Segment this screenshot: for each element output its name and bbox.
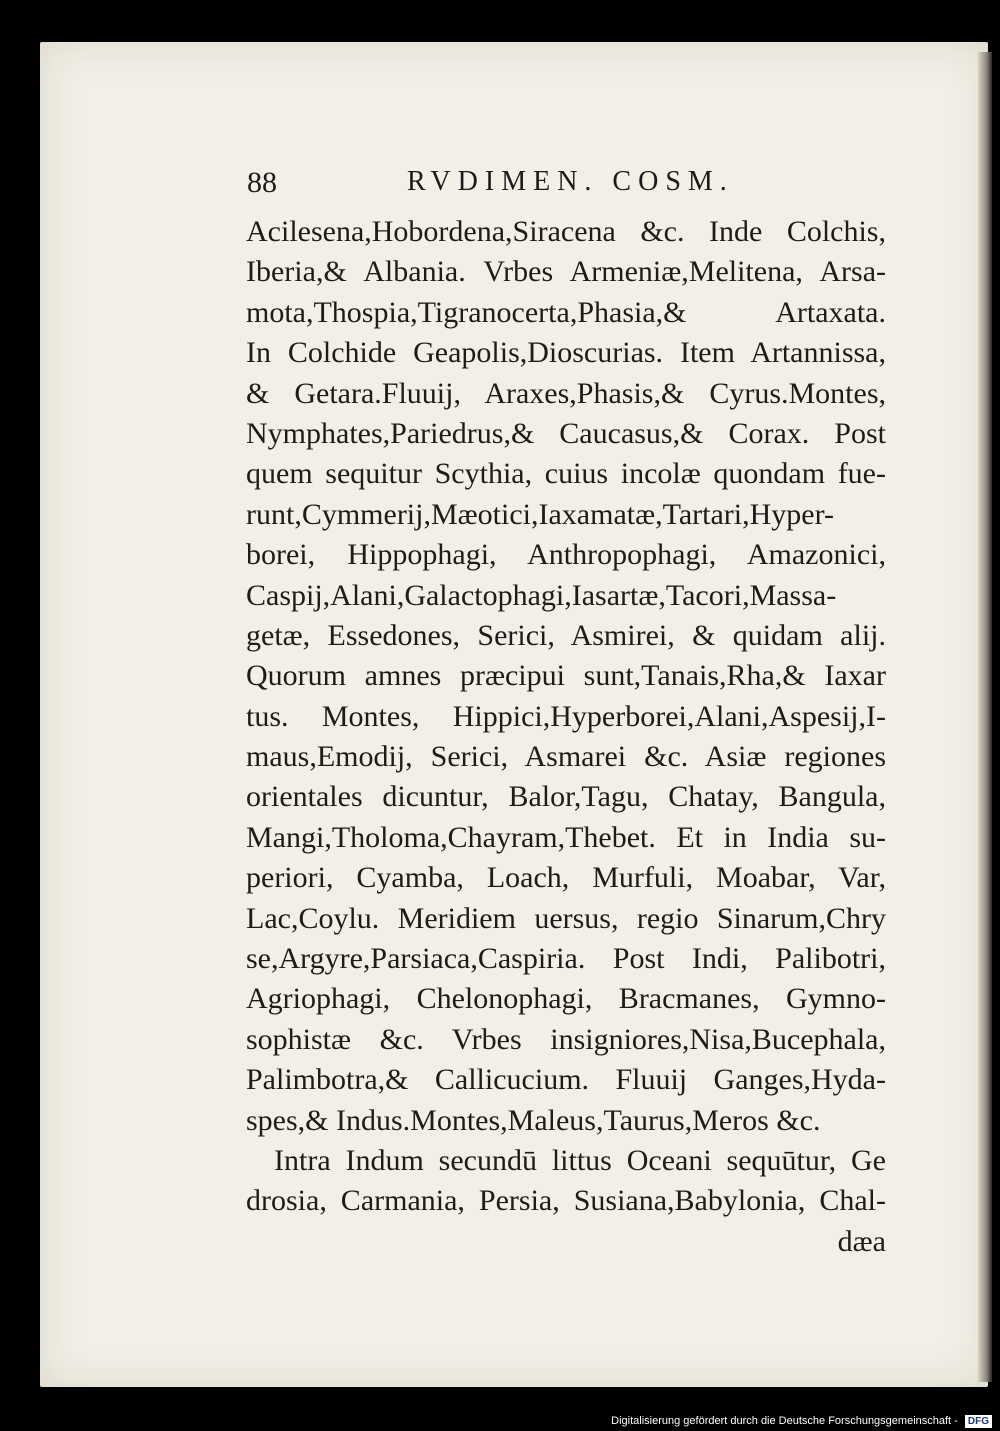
text-line: drosia, Carmania, Persia, Susiana,Babylonia, Chal-	[246, 1184, 886, 1218]
text-line: & Getara.Fluuij, Araxes,Phasis,& Cyrus.Montes,	[246, 376, 886, 410]
text-line: se,Argyre,Parsiaca,Caspiria. Post Indi, Palibotri,	[246, 942, 886, 976]
text-line: orientales dicuntur, Balor,Tagu, Chatay, Bangula,	[246, 780, 886, 814]
text-line: periori, Cyamba, Loach, Murfuli, Moabar, Var,	[246, 861, 886, 895]
text-line: Mangi,Tholoma,Chayram,Thebet. Et in India su-	[246, 820, 886, 854]
text-line: Lac,Coylu. Meridiem uersus, regio Sinarum,Chry	[246, 901, 886, 935]
text-line: spes,& Indus.Montes,Maleus,Taurus,Meros &c.	[246, 1103, 821, 1137]
text-line: Agriophagi, Chelonophagi, Bracmanes, Gymno-	[246, 982, 886, 1016]
running-title: RVDIMEN. COSM.	[407, 166, 734, 197]
folio-number: 88	[247, 166, 277, 199]
digitization-credit	[560, 1412, 992, 1430]
text-line: Acilesena,Hobordena,Siracena &c. Inde Colchis,	[246, 215, 886, 248]
body-text	[246, 212, 886, 1262]
text-line: Nymphates,Pariedrus,& Caucasus,& Corax. Post	[246, 416, 886, 450]
text-line: runt,Cymmerij,Mæotici,Iaxamatæ,Tartari,Hyper-	[246, 497, 834, 531]
text-line: quem sequitur Scythia, cuius incolæ quondam fue-	[246, 457, 886, 491]
text-line: Caspij,Alani,Galactophagi,Iasartæ,Tacori,Massa-	[246, 578, 837, 612]
text-line: Quorum amnes præcipui sunt,Tanais,Rha,& Iaxar	[246, 659, 886, 693]
catchword: dæa	[837, 1224, 886, 1258]
text-line: Palimbotra,& Callicucium. Fluuij Ganges,Hyda-	[246, 1063, 886, 1097]
dfg-logo: DFG	[965, 1415, 992, 1428]
text-line: getæ, Essedones, Serici, Asmirei, & quidam alij.	[246, 618, 886, 652]
text-line: Iberia,& Albania. Vrbes Armeniæ,Melitena, Arsa-	[246, 255, 886, 289]
text-line: tus. Montes, Hippici,Hyperborei,Alani,Aspesij,I-	[246, 699, 886, 733]
text-line: borei, Hippophagi, Anthropophagi, Amazonici,	[246, 538, 886, 572]
credit-text: Digitalisierung gefördert durch die Deutsche Forschungsgemeinschaft -	[611, 1415, 958, 1427]
text-line: Intra Indum secundū littus Oceani sequūtur, Ge	[274, 1143, 886, 1177]
text-line: mota,Thospia,Tigranocerta,Phasia,& Artaxata.	[246, 295, 886, 329]
text-line: maus,Emodij, Serici, Asmarei &c. Asiæ regiones	[246, 740, 886, 774]
page-edge	[978, 52, 992, 1382]
text-line: In Colchide Geapolis,Dioscurias. Item Artannissa,	[246, 336, 886, 370]
text-line: sophistæ &c. Vrbes insigniores,Nisa,Bucephala,	[246, 1022, 886, 1056]
page-header	[247, 164, 807, 204]
